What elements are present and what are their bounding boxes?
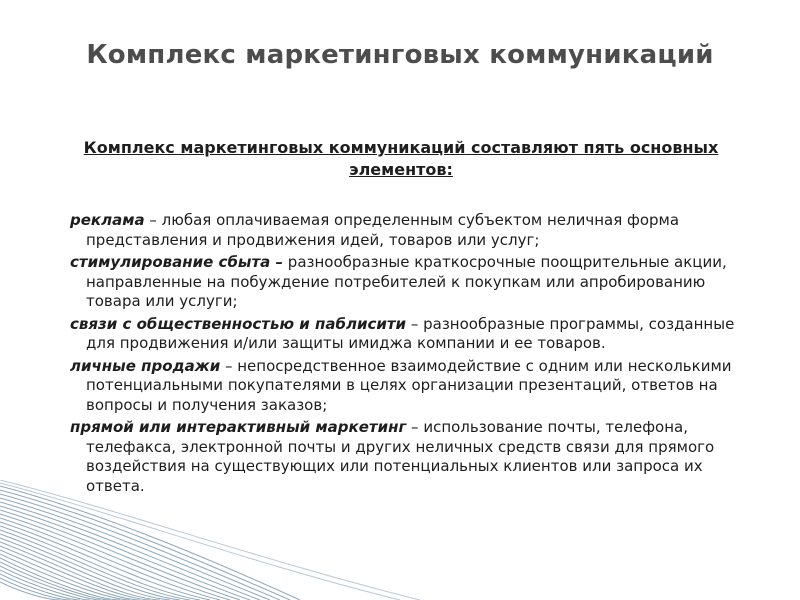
item-definition: – использование почты, телефона, телефакса, электронной почты и других неличных средств связи для прямого воздействия на существующих или потенциальных клиентов или запроса их ответа. (86, 418, 715, 495)
item-term: стимулирование сбыта – (70, 253, 284, 271)
item-term: личные продажи (70, 356, 221, 375)
item-term: реклама (70, 211, 145, 229)
item-definition: – разнообразные программы, созданные для продвижения и/или защиты имиджа компании и ее товаров. (86, 314, 735, 352)
corner-wave-decoration (0, 480, 800, 600)
item-definition: разнообразные краткосрочные поощрительные акции, направленные на побуждение потребителей к покупкам или апробированию товара или услуги; (86, 253, 727, 310)
list-item-advertising (70, 211, 760, 250)
list-item-sales-promotion (70, 253, 760, 312)
list-item-public-relations (70, 315, 760, 354)
item-definition: – любая оплачиваемая определенным субъектом неличная форма представления и продвижения идей, товаров или услуг; (86, 211, 680, 249)
item-term: связи с общественностью и паблисити (70, 314, 407, 333)
slide-title: Комплекс маркетинговых коммуникаций (86, 40, 714, 70)
elements-list (70, 211, 760, 499)
item-term: прямой или интерактивный маркетинг (70, 418, 407, 436)
item-definition: – непосредственное взаимодействие с одним или несколькими потенциальными покупателями в целях организации презентаций, ответов на вопросы и получения заказов; (86, 356, 732, 414)
slide-subtitle: Комплекс маркетинговых коммуникаций составляют пять основных элементов: (83, 138, 719, 179)
list-item-personal-selling (70, 357, 760, 416)
